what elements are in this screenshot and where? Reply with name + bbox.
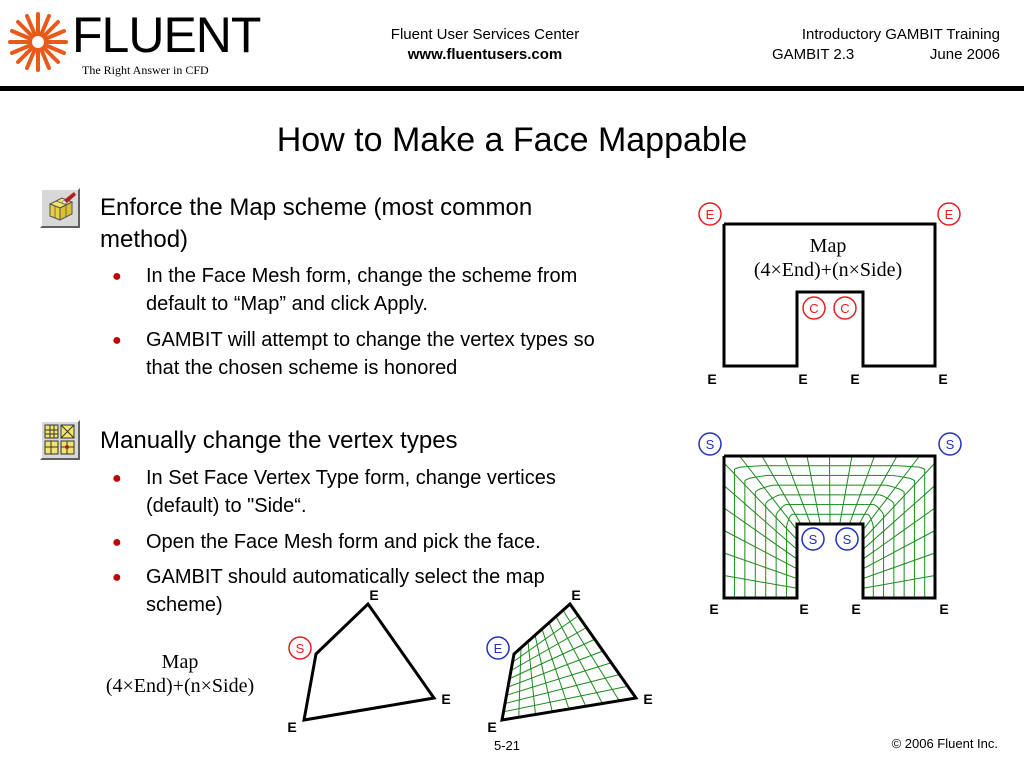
vertex-label: E [851, 601, 861, 617]
logo-wordmark: FLUENT [72, 7, 261, 63]
date: June 2006 [929, 46, 1000, 63]
mesh-line [788, 520, 789, 523]
section1-heading [100, 192, 532, 256]
bullet-line: In Set Face Vertex Type form, change vertices [146, 467, 556, 489]
bullet-line: GAMBIT should automatically select the map [146, 566, 545, 588]
vertex-label: E [441, 691, 451, 707]
svg-text:C: C [809, 301, 819, 316]
side-vertex-marker [699, 433, 721, 455]
mesh-line [508, 651, 603, 687]
mesh-line [904, 477, 910, 478]
mesh-line [745, 478, 750, 480]
svg-text:S: S [808, 532, 818, 547]
course-title: Introductory GAMBIT Training [801, 26, 1000, 43]
mesh-line [724, 553, 797, 579]
bullet-line: that the chosen scheme is honored [146, 357, 458, 379]
mesh-line [724, 576, 797, 589]
mesh-line [874, 505, 877, 507]
copyright: © 2006 Fluent Inc. [891, 736, 998, 751]
mesh-line [892, 475, 898, 476]
mesh-line [900, 489, 904, 492]
side-vertex-marker [289, 637, 311, 659]
bullet-line: scheme) [146, 594, 223, 616]
mesh-line [863, 553, 935, 579]
mesh-line [750, 477, 756, 478]
mesh-line [880, 495, 884, 497]
vertex-label: E [938, 371, 948, 387]
mesh-line [871, 520, 872, 523]
mesh-line [755, 489, 759, 492]
section2-bullet-2 [146, 528, 541, 556]
corner-vertex-marker [803, 297, 825, 319]
mesh-cube-icon [42, 190, 78, 226]
header-right [760, 25, 1000, 65]
vertex-label: E [799, 601, 809, 617]
diagram-quad-meshed [480, 588, 670, 738]
bullet-line: default to “Map” and click Apply. [146, 293, 428, 315]
bullet-dot: ● [112, 569, 122, 586]
mesh-line [919, 467, 925, 469]
mesh-line [872, 523, 873, 526]
end-vertex-marker [699, 203, 721, 225]
mesh-line [905, 466, 912, 467]
mesh-line [734, 467, 740, 469]
mesh-line [886, 485, 891, 486]
mesh-line [505, 675, 620, 704]
mesh-line [891, 500, 894, 503]
header-url: www.fluentusers.com [407, 46, 563, 63]
mesh-line [776, 512, 778, 515]
bullet-dot: ● [112, 470, 122, 487]
vertex-label: E [709, 601, 719, 617]
mesh-line [912, 467, 919, 468]
section2-heading: Manually change the vertex types [100, 427, 458, 454]
end-vertex-marker [938, 203, 960, 225]
svg-text:S: S [705, 437, 715, 452]
end-vertex-marker [487, 637, 509, 659]
mesh-line [870, 517, 871, 520]
bullet-line: In the Face Mesh form, change the scheme from [146, 265, 578, 287]
mesh-line [863, 531, 935, 569]
diagram-meshed-face [690, 428, 970, 624]
mesh-line [768, 485, 773, 486]
mesh-line [783, 505, 786, 507]
mesh-line [888, 498, 892, 500]
svg-text:E: E [705, 207, 715, 222]
bullet-dot: ● [112, 534, 122, 551]
mesh-line [863, 576, 935, 589]
mesh-line [877, 506, 879, 509]
sunburst-icon [6, 10, 70, 74]
bullet-line: (default) to "Side“. [146, 495, 307, 517]
mesh-line [790, 514, 792, 516]
section2-bullet-1 [146, 464, 556, 520]
side-vertex-marker [939, 433, 961, 455]
svg-text:C: C [840, 301, 850, 316]
bullet-dot: ● [112, 332, 122, 349]
mesh-line [755, 476, 761, 477]
side-vertex-marker [836, 528, 858, 550]
vertex-grid-icon [42, 422, 78, 458]
diagram-map-vertices [690, 196, 970, 392]
set-vertex-type-button[interactable] [40, 420, 80, 460]
mesh-line [740, 467, 747, 468]
map-label: Map [809, 235, 847, 257]
map-formula: (4×End)+(n×Side) [105, 675, 255, 697]
fluent-logo [6, 6, 261, 81]
vertex-label: E [369, 588, 379, 603]
mesh-line [772, 496, 776, 498]
svg-text:S: S [945, 437, 955, 452]
section1-bullet-2 [146, 326, 595, 382]
mesh-line [759, 488, 764, 490]
mesh-line [549, 623, 586, 707]
mesh-line [724, 531, 797, 569]
mesh-line [761, 475, 767, 476]
header-rule [0, 86, 1024, 91]
mesh-line [769, 498, 773, 500]
mesh-line [891, 486, 896, 488]
map-formula-bottom [80, 650, 280, 698]
mesh-line [766, 500, 769, 503]
section1-heading-line2: method) [100, 226, 189, 253]
mesh-line [898, 476, 904, 477]
page-number: 5-21 [494, 738, 521, 753]
mesh-line [789, 517, 790, 520]
mesh-line [910, 478, 915, 480]
vertex-label: E [643, 691, 653, 707]
mesh-line [764, 486, 769, 488]
vertex-label: E [707, 371, 717, 387]
bullet-line: GAMBIT will attempt to change the vertex types so [146, 329, 595, 351]
mesh-face-tool-button[interactable] [40, 188, 80, 228]
mesh-line [780, 506, 782, 509]
vertex-label: E [487, 719, 497, 735]
mesh-line [879, 509, 881, 512]
vertex-label: E [798, 371, 808, 387]
vertex-label: E [939, 601, 949, 617]
mesh-line [724, 463, 797, 540]
mesh-line [787, 523, 788, 526]
mesh-line [882, 512, 884, 515]
map-formula: (4×End)+(n×Side) [753, 259, 903, 281]
mesh-line [776, 495, 780, 497]
svg-text:E: E [944, 207, 954, 222]
version: GAMBIT 2.3 [772, 46, 855, 63]
mesh-line [778, 509, 780, 512]
svg-text:S: S [295, 641, 305, 656]
mesh-line [868, 514, 870, 516]
page-title: How to Make a Face Mappable [276, 121, 748, 159]
section1-bullet-1 [146, 262, 577, 318]
logo-tagline: The Right Answer in CFD [82, 63, 209, 77]
header-center-line1: Fluent User Services Center [390, 26, 580, 43]
vertex-label: E [850, 371, 860, 387]
side-vertex-marker [802, 528, 824, 550]
vertex-label: E [571, 588, 581, 603]
header-center [360, 25, 610, 65]
map-label: Map [161, 651, 199, 673]
mesh-line [896, 488, 901, 490]
svg-text:S: S [842, 532, 852, 547]
mesh-line [863, 463, 935, 540]
mesh-line [884, 496, 888, 498]
bullet-line: Open the Face Mesh form and pick the face. [146, 531, 541, 553]
svg-text:E: E [493, 641, 503, 656]
vertex-label: E [287, 719, 297, 735]
bullet-dot: ● [112, 268, 122, 285]
mesh-line [747, 466, 754, 467]
corner-vertex-marker [834, 297, 856, 319]
diagram-quad-unmeshed [282, 588, 462, 738]
section1-heading-line1: Enforce the Map scheme (most common [100, 194, 533, 221]
